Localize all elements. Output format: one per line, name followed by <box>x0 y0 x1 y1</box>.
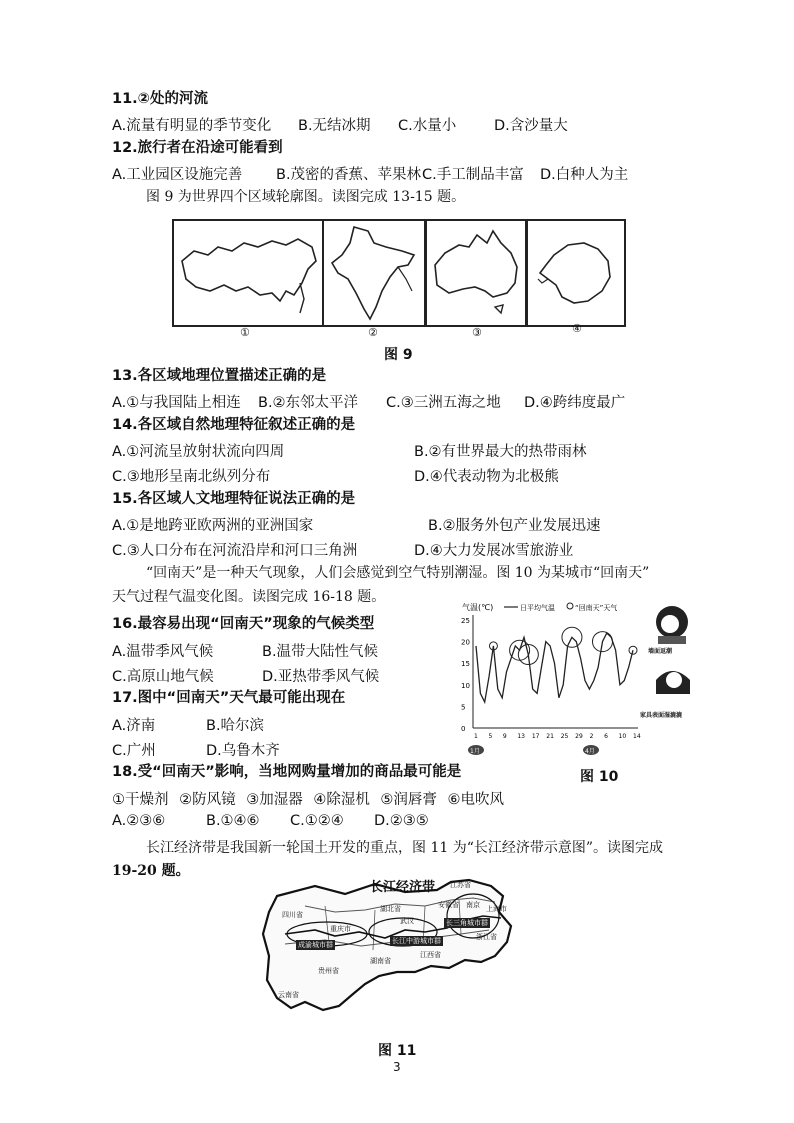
q14-option-a: A.①河流呈放射状流向四周 <box>112 444 285 460</box>
question-18-stem: 18.受“回南天”影响，当地网购量增加的商品最可能是 <box>112 764 462 780</box>
intro-19-20-line1: 长江经济带是我国新一轮国土开发的重点，图 11 为“长江经济带示意图”。读图完成 <box>146 840 664 856</box>
q14-option-d: D.④代表动物为北极熊 <box>414 469 559 485</box>
q11-option-a: A.流量有明显的季节变化 <box>112 118 272 134</box>
province-zhejiang: 浙江省 <box>476 933 497 941</box>
q16-option-a: A.温带季风气候 <box>112 644 214 660</box>
question-17-stem: 17.图中“回南天”天气最可能出现在 <box>112 690 346 706</box>
fig9-panel-1 <box>172 219 324 327</box>
q14-option-c: C.③地形呈南北纵列分布 <box>112 469 271 485</box>
russia-outline-map <box>174 221 322 325</box>
q12-option-c: C.手工制品丰富 <box>422 167 524 183</box>
question-16-stem: 16.最容易出现“回南天”现象的气候类型 <box>112 616 375 632</box>
q13-option-b: B.②东邻太平洋 <box>258 395 359 411</box>
fig9-label-4: ④ <box>572 322 582 335</box>
q18-option-b: B.①④⑥ <box>206 813 260 829</box>
q15-option-c: C.③人口分布在河流沿岸和河口三角洲 <box>112 543 358 559</box>
intro-16-18-line1: “回南天”是一种天气现象，人们会感觉到空气特别潮湿。图 10 为某城市“回南天” <box>146 565 650 581</box>
city-nanjing: 南京 <box>466 901 480 909</box>
antarctica-outline-map <box>528 221 624 325</box>
side-label-furniture: 家具表面湿漉漉 <box>640 712 683 719</box>
fig9-label-1: ① <box>240 326 250 339</box>
fig10-month-1: 1月 <box>470 748 480 755</box>
fig10-temperature-chart <box>458 600 668 762</box>
question-14-stem: 14.各区域自然地理特征叙述正确的是 <box>112 417 356 433</box>
intro-19-20-line2: 19-20 题。 <box>112 863 190 879</box>
fig9-label-3: ③ <box>472 326 482 339</box>
province-jiangxi: 江西省 <box>420 951 441 959</box>
y-tick-label: 15 <box>461 660 470 669</box>
wet-furniture-icon-face <box>666 672 682 688</box>
province-hunan: 湖南省 <box>370 957 391 965</box>
x-tick-label: 9 <box>502 733 507 740</box>
q17-option-b: B.哈尔滨 <box>206 718 265 734</box>
wet-wall-icon-face <box>661 615 679 633</box>
fig9-caption: 图 9 <box>384 347 413 363</box>
x-tick-label: 10 <box>618 733 627 740</box>
x-tick-label: 2 <box>589 733 594 740</box>
fig11-title: 长江经济带 <box>370 880 436 895</box>
side-label-wall: 墙面返潮 <box>648 648 673 655</box>
question-15-stem: 15.各区域人文地理特征说法正确的是 <box>112 491 356 507</box>
fig10-y-ticks <box>461 617 470 733</box>
question-12-stem: 12.旅行者在沿途可能看到 <box>112 140 283 156</box>
province-sichuan: 四川省 <box>282 911 303 919</box>
fig10-legend-rnt: “回南天”天气 <box>575 604 618 612</box>
q16-option-c: C.高原山地气候 <box>112 669 214 685</box>
fig11-yangtze-map <box>255 876 535 1024</box>
q13-option-c: C.③三洲五海之地 <box>386 395 501 411</box>
fig9-label-2: ② <box>368 326 378 339</box>
q17-option-c: C.广州 <box>112 743 156 759</box>
question-13-stem: 13.各区域地理位置描述正确的是 <box>112 368 327 384</box>
province-anhui: 安徽省 <box>438 901 459 909</box>
q18-option-d: D.②③⑤ <box>374 813 429 829</box>
intro-16-18-line2: 天气过程气温变化图。读图完成 16-18 题。 <box>112 589 386 605</box>
city-group-chengyu: 成渝城市群 <box>298 941 333 949</box>
q13-option-a: A.①与我国陆上相连 <box>112 395 241 411</box>
fig10-month-2: 4月 <box>585 748 595 755</box>
intro-13-15: 图 9 为世界四个区域轮廓图。读图完成 13-15 题。 <box>146 189 466 205</box>
x-tick-label: 13 <box>517 733 526 740</box>
province-hubei: 湖北省 <box>380 905 401 913</box>
province-yunnan: 云南省 <box>278 991 299 999</box>
fig10-rnt-markers <box>489 627 637 664</box>
y-tick-label: 25 <box>461 617 470 625</box>
q15-option-a: A.①是地跨亚欧两洲的亚洲国家 <box>112 518 314 534</box>
q17-option-d: D.乌鲁木齐 <box>206 743 280 759</box>
fig10-daily-temp-line <box>476 633 633 702</box>
x-tick-label: 17 <box>531 733 540 740</box>
q17-option-a: A.济南 <box>112 718 156 734</box>
q11-option-d: D.含沙量大 <box>494 118 568 134</box>
q12-option-d: D.白种人为主 <box>540 167 629 183</box>
province-chongqing: 重庆市 <box>330 925 351 933</box>
fig10-side-illustrations <box>650 602 696 712</box>
q11-option-b: B.无结冰期 <box>298 118 371 134</box>
q12-option-a: A.工业园区设施完善 <box>112 167 243 183</box>
city-group-delta: 长三角城市群 <box>446 919 488 927</box>
q16-option-b: B.温带大陆性气候 <box>262 644 379 660</box>
fig9-panel-3 <box>425 219 527 327</box>
fig10-x-ticks <box>474 733 641 740</box>
q18-items: ①干燥剂 ②防风镜 ③加湿器 ④除湿机 ⑤润唇膏 ⑥电吹风 <box>112 792 505 808</box>
x-tick-label: 6 <box>604 733 608 740</box>
q14-option-b: B.②有世界最大的热带雨林 <box>414 444 587 460</box>
x-tick-label: 1 <box>474 733 478 740</box>
question-11-stem: 11.②处的河流 <box>112 91 208 107</box>
q13-option-d: D.④跨纬度最广 <box>524 395 626 411</box>
city-group-midstream: 长江中游城市群 <box>392 937 441 945</box>
page-number: 3 <box>393 1060 401 1074</box>
province-guizhou: 贵州省 <box>318 967 339 975</box>
fig11-caption: 图 11 <box>378 1043 417 1059</box>
fig10-legend-circle <box>567 603 573 609</box>
q18-option-a: A.②③⑥ <box>112 813 166 829</box>
city-wuhan: 武汉 <box>400 917 414 925</box>
q15-option-b: B.②服务外包产业发展迅速 <box>428 518 601 534</box>
y-tick-label: 10 <box>461 681 470 690</box>
x-tick-label: 29 <box>575 733 583 740</box>
q15-option-d: D.④大力发展冰雪旅游业 <box>414 543 574 559</box>
q16-option-d: D.亚热带季风气候 <box>262 669 380 685</box>
fig9-panel-4 <box>526 219 626 327</box>
australia-outline-map <box>427 221 525 325</box>
province-shanghai: 上海市 <box>486 905 507 913</box>
y-tick-label: 0 <box>461 725 466 733</box>
wet-wall-icon-base <box>658 636 686 644</box>
fig10-caption: 图 10 <box>580 769 619 785</box>
x-tick-label: 14 <box>633 733 641 740</box>
x-tick-label: 5 <box>488 733 493 740</box>
y-tick-label: 20 <box>461 638 470 647</box>
fig10-legend-daily: 日平均气温 <box>520 604 555 612</box>
fig10-ylabel: 气温(℃) <box>462 603 494 612</box>
q18-option-c: C.①②④ <box>290 813 344 829</box>
q12-option-b: B.茂密的香蕉、苹果林 <box>276 167 422 183</box>
q11-option-c: C.水量小 <box>398 118 457 134</box>
x-tick-label: 21 <box>546 733 554 740</box>
province-jiangsu: 江苏省 <box>450 881 471 889</box>
fig9-panel-2 <box>322 219 426 327</box>
india-outline-map <box>324 221 424 325</box>
x-tick-label: 25 <box>560 733 569 740</box>
y-tick-label: 5 <box>461 703 466 712</box>
